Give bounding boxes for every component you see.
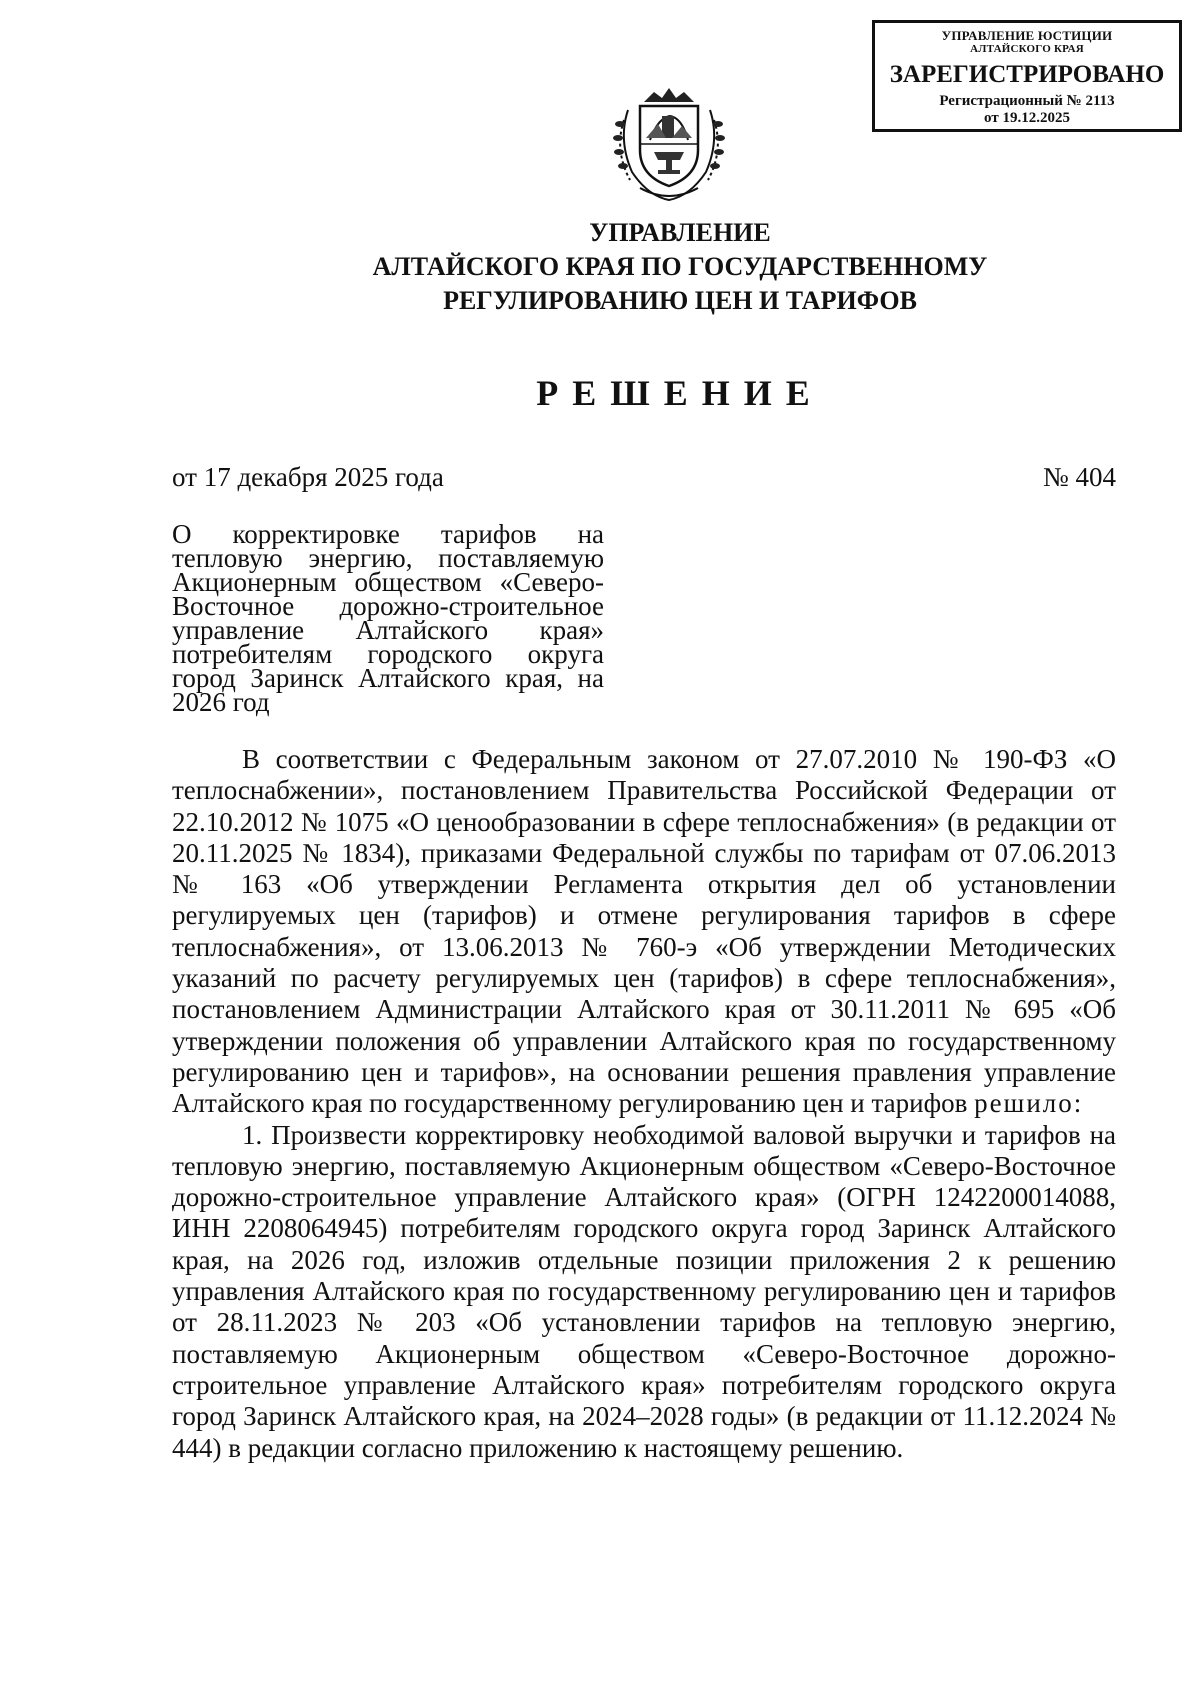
stamp-reg-number: Регистрационный № 2113 bbox=[939, 93, 1115, 109]
registration-stamp bbox=[872, 20, 1182, 132]
item-1-paragraph: 1. Произвести корректировку необходимой валовой выручки и тарифов на тепловую энергию, поставляемую Акционерным обществом «Северо-Восточное дорожно-строительное управление Алтайского края» (ОГРН 1242200014088, ИНН 2208064945) потребителям городского округа город Заринск Алтайского края, на 2026 год, изложив отдельные позиции приложения 2 к решению управления Алтайского края по государственному регулированию цен и тарифов от 28.11.2023 № 203 «Об установлении тарифов на тепловую энергию, поставляемую Акционерным обществом «Северо-Восточное дорожно-строительное управление Алтайского края» потребителям городского округа город Заринск Алтайского края, на 2024–2028 годы» (в редакции от 11.12.2024 № 444) в редакции согласно приложению к настоящему решению. bbox=[172, 1119, 1116, 1463]
decision-subject: О корректировке тарифов на тепловую энергию, поставляемую Акционерным обществом «Северо-Восточное дорожно-строительное управление Алтайского края» потребителям городского округа город Заринск Алтайского края, на 2026 год bbox=[172, 519, 604, 717]
stamp-status: ЗАРЕГИСТРИРОВАНО bbox=[889, 61, 1165, 88]
issuing-organization bbox=[200, 216, 1160, 318]
altai-krai-coat-of-arms-icon bbox=[610, 80, 728, 204]
resolved-word: решило: bbox=[974, 1088, 1084, 1119]
org-line-2: АЛТАЙСКОГО КРАЯ ПО ГОСУДАРСТВЕННОМУ bbox=[372, 252, 988, 281]
decision-date: от 17 декабря 2025 года bbox=[172, 462, 444, 492]
decision-number: № 404 bbox=[1042, 462, 1116, 492]
preamble-paragraph bbox=[172, 744, 1116, 1120]
preamble-text: В соответствии с Федеральным законом от 27.07.2010 № 190-ФЗ «О теплоснабжении», постановлением Правительства Российской Федерации от 22.10.2012 № 1075 «О ценообразовании в сфере теплоснабжения» (в редакции от 20.11.2025 № 1834), приказами Федеральной службы по тарифам от 07.06.2013 № 163 «Об утверждении Регламента открытия дел об установлении регулируемых цен (тарифов) и отмене регулирования тарифов в сфере теплоснабжения», от 13.06.2013 № 760-э «Об утверждении Методических указаний по расчету регулируемых цен (тарифов) в сфере теплоснабжения», постановлением Администрации Алтайского края от 30.11.2011 № 695 «Об утверждении положения об управлении Алтайского края по государственному регулированию цен и тарифов», на основании решения правления управление Алтайского края по государственному регулированию цен и тарифов bbox=[172, 744, 1116, 1119]
decision-body bbox=[172, 744, 1116, 1464]
stamp-reg-date: от 19.12.2025 bbox=[984, 110, 1070, 126]
org-line-3: РЕГУЛИРОВАНИЮ ЦЕН И ТАРИФОВ bbox=[443, 286, 917, 315]
stamp-agency-line2: АЛТАЙСКОГО КРАЯ bbox=[970, 43, 1084, 55]
org-line-1: УПРАВЛЕНИЕ bbox=[589, 218, 771, 247]
stamp-agency-line1: УПРАВЛЕНИЕ ЮСТИЦИИ bbox=[941, 28, 1113, 43]
document-type-title: РЕШЕНИЕ bbox=[536, 373, 824, 413]
